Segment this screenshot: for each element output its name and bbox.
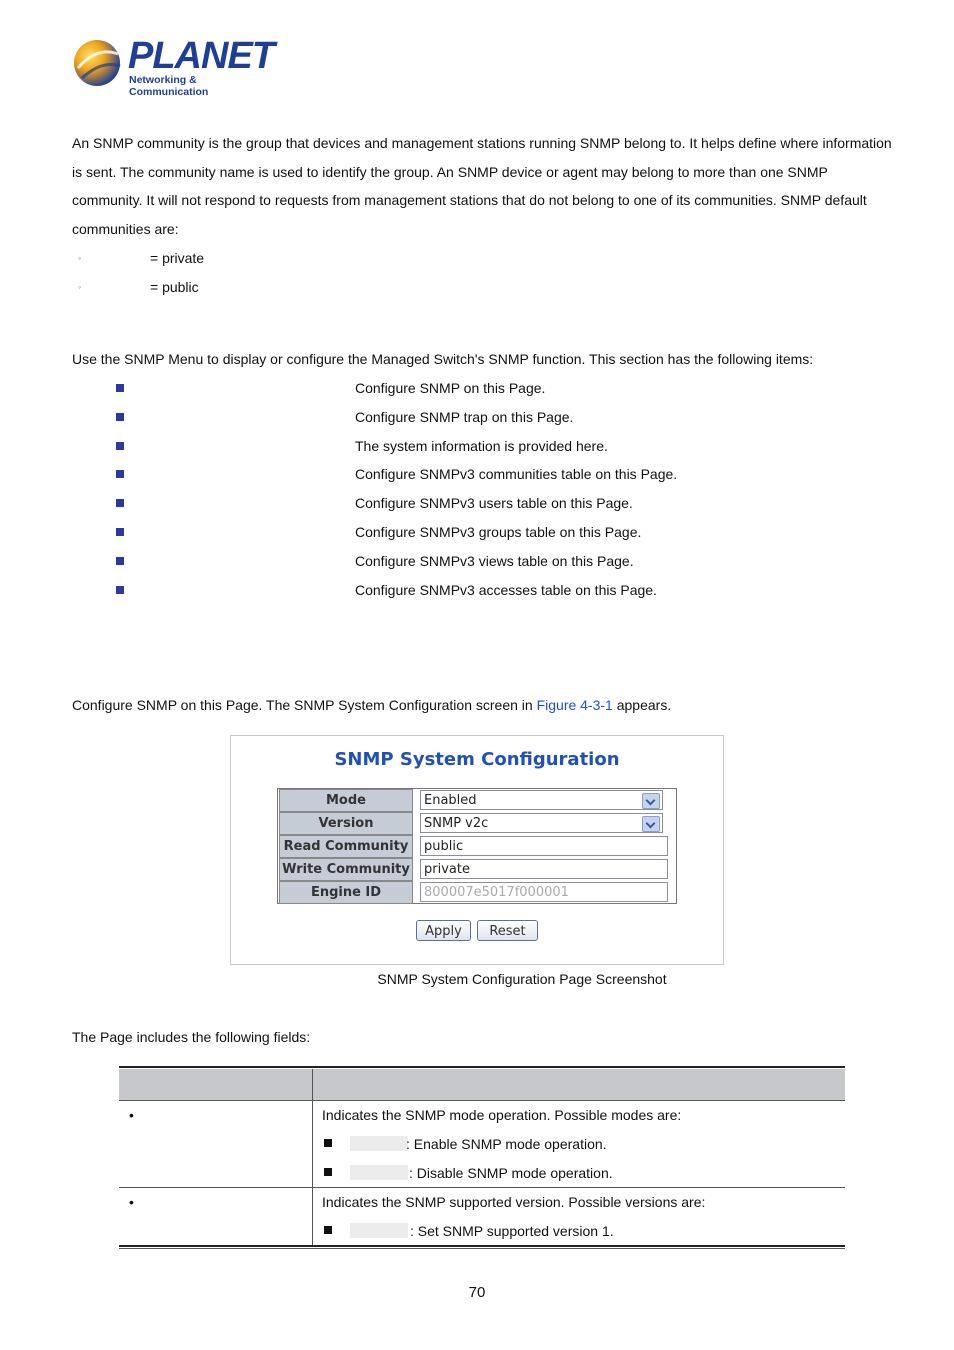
fields-intro: The Page includes the following fields:: [72, 1029, 311, 1045]
snmp-config-screenshot: [230, 735, 724, 965]
option-name-placeholder: [350, 1223, 408, 1238]
globe-icon: [72, 38, 124, 88]
fields-table: [119, 1066, 845, 1248]
square-bullet: [116, 413, 124, 421]
table-bottom-rule: [119, 1245, 845, 1247]
version-description: Indicates the SNMP supported version. Possible versions are:: [322, 1194, 706, 1210]
table-top-rule: [119, 1066, 845, 1068]
apply-button[interactable]: Apply: [416, 920, 471, 941]
config-label: Read Community: [279, 835, 413, 858]
table-bottom-rule: [119, 1248, 845, 1249]
config-table: [277, 788, 677, 904]
square-bullet: [116, 384, 124, 392]
menu-item: Configure SNMPv3 groups table on this Page.: [355, 524, 642, 540]
circle-bullet: ◦: [78, 282, 82, 292]
logo-wordmark: PLANET: [128, 35, 274, 77]
menu-item: Configure SNMP on this Page.: [355, 380, 546, 396]
config-row-write-community: [278, 858, 676, 881]
logo-subtitle: Networking & Communication: [129, 74, 209, 98]
option-description: : Set SNMP supported version 1.: [410, 1223, 614, 1239]
square-bullet: [116, 528, 124, 536]
planet-logo: [72, 35, 274, 98]
row-bullet: •: [129, 1194, 134, 1210]
config-label: Version: [279, 812, 413, 835]
square-bullet: [324, 1139, 332, 1147]
config-label: Write Community: [279, 858, 413, 881]
config-label: Engine ID: [279, 881, 413, 904]
config-row-engine-id: [278, 881, 676, 904]
read-community-input[interactable]: public: [420, 836, 668, 856]
menu-paragraph: Use the SNMP Menu to display or configure the Managed Switch's SNMP function. This section has the following items:: [72, 351, 814, 367]
figure-link[interactable]: Figure 4-3-1: [536, 697, 613, 713]
row-bullet: •: [129, 1107, 134, 1123]
version-value: SNMP v2c: [424, 816, 489, 831]
menu-item: Configure SNMPv3 users table on this Page.: [355, 495, 633, 511]
config-label: Mode: [279, 789, 413, 812]
config-row-version: [278, 812, 676, 835]
panel-title: SNMP System Configuration: [334, 749, 620, 770]
config-row-mode: [278, 789, 676, 812]
table-column-rule: [312, 1069, 313, 1246]
table-rule: [119, 1100, 845, 1101]
square-bullet: [116, 557, 124, 565]
reset-button[interactable]: Reset: [477, 920, 538, 941]
table-rule: [119, 1187, 845, 1188]
menu-item: Configure SNMPv3 accesses table on this Page.: [355, 582, 657, 598]
square-bullet: [324, 1168, 332, 1176]
mode-value: Enabled: [424, 793, 477, 808]
menu-item: Configure SNMPv3 communities table on this Page.: [355, 466, 678, 482]
square-bullet: [116, 470, 124, 478]
mode-description: Indicates the SNMP mode operation. Possible modes are:: [322, 1107, 682, 1123]
table-header: [119, 1069, 845, 1100]
version-select[interactable]: [420, 813, 663, 833]
chevron-down-icon[interactable]: [642, 793, 660, 809]
chevron-down-icon[interactable]: [642, 816, 660, 832]
menu-item: The system information is provided here.: [355, 438, 608, 454]
configure-text-end: appears.: [612, 697, 672, 713]
option-description: : Enable SNMP mode operation.: [406, 1136, 607, 1152]
configure-paragraph: [72, 691, 892, 720]
mode-select[interactable]: [420, 790, 663, 810]
community-private: = private: [150, 250, 205, 266]
intro-paragraph: An SNMP community is the group that devices and management stations running SNMP belong to. It helps define where information is sent. The community name is used to identify the group. An SNMP device or agent may belong to more than one SNMP community. It will not respond to requests from management stations that do not belong to one of its communities. SNMP default communities are:: [72, 135, 892, 238]
configure-text: Configure SNMP on this Page. The SNMP System Configuration screen in: [72, 697, 537, 713]
square-bullet: [324, 1226, 332, 1234]
page-number: 70: [468, 1284, 486, 1301]
community-public: = public: [150, 279, 199, 295]
write-community-input[interactable]: private: [420, 859, 668, 879]
menu-item: Configure SNMP trap on this Page.: [355, 409, 574, 425]
circle-bullet: ◦: [78, 253, 82, 263]
square-bullet: [116, 442, 124, 450]
option-name-placeholder: [350, 1136, 408, 1151]
engine-id-input[interactable]: 800007e5017f000001: [420, 882, 668, 902]
config-row-read-community: [278, 835, 676, 858]
option-name-placeholder: [350, 1165, 408, 1180]
square-bullet: [116, 499, 124, 507]
option-description: : Disable SNMP mode operation.: [409, 1165, 613, 1181]
menu-item: Configure SNMPv3 views table on this Page.: [355, 553, 634, 569]
square-bullet: [116, 586, 124, 594]
figure-caption: SNMP System Configuration Page Screenshot: [377, 971, 667, 987]
